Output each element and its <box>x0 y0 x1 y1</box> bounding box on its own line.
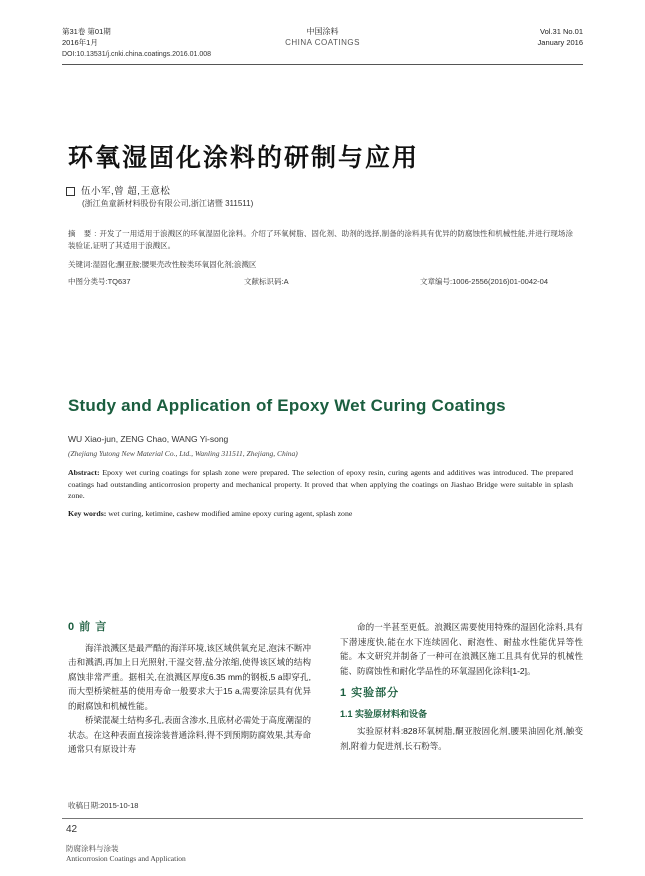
article-title-en: Study and Application of Epoxy Wet Curing Coatings <box>68 396 506 415</box>
clc-label: 中图分类号: <box>68 277 108 286</box>
abstract-en-text: Epoxy wet curing coatings for splash zone were prepared. The selection of epoxy resin, curing agents and additives was introduced. The prepared coatings had outstanding anticorrosion property and mechanical property. It proved that when applying the coatings on Jiashao Bridge were suitable in splash zone. <box>68 468 573 500</box>
square-bullet-icon <box>66 187 75 196</box>
footer-divider <box>62 818 583 819</box>
clc-group <box>68 276 131 287</box>
abstract-cn-text: 开发了一用适用于浪溅区的环氧湿固化涂料。介绍了环氧树脂、固化剂、助剂的选择,制备的涂料具有优异的防腐蚀性和机械性能,并进行现场涂装验证,证明了其适用于浪溅区。 <box>68 229 574 250</box>
keywords-cn-text: 湿固化;酮亚胺;腰果壳改性胺类环氧固化剂;浪溅区 <box>92 260 257 269</box>
keywords-cn-label: 关键词: <box>68 260 93 269</box>
authors-cn <box>66 183 170 197</box>
received-date <box>68 800 138 811</box>
authors-cn-text: 伍小军,曾 超,王意松 <box>81 186 171 197</box>
page-header <box>62 26 583 66</box>
keywords-en <box>68 508 573 520</box>
header-center <box>62 26 583 48</box>
header-volume-cn: 第31卷 第01期 <box>62 27 111 36</box>
authors-en: WU Xiao-jun, ZENG Chao, WANG Yi-song <box>68 434 229 444</box>
body-column-right <box>340 620 583 753</box>
footer-section-en: Anticorrosion Coatings and Application <box>66 854 186 863</box>
keywords-cn <box>68 259 573 271</box>
received-value: 2015-10-18 <box>100 801 139 810</box>
header-date-cn: 2016年1月 <box>62 38 98 47</box>
header-divider <box>62 64 583 65</box>
header-date-en: January 2016 <box>537 38 583 47</box>
section-heading-experimental: 1 实验部分 <box>340 687 400 699</box>
journal-name-cn: 中国涂料 <box>306 27 339 36</box>
section-heading-introduction: 0 前 言 <box>68 621 108 633</box>
articleid-value: 1006-2556(2016)01-0042-04 <box>452 277 549 286</box>
articleid-label: 文章编号: <box>420 277 453 286</box>
abstract-en <box>68 467 573 502</box>
abstract-cn <box>68 228 573 252</box>
keywords-en-text: wet curing, ketimine, cashew modified amine epoxy curing agent, splash zone <box>108 509 353 518</box>
doi-line: DOI:10.13531/j.cnki.china.coatings.2016.01.008 <box>62 51 212 58</box>
paragraph: 实验原材料:828环氧树脂,酮亚胺固化剂,腰果油固化剂,触变剂,附着力促进剂,长石粉等。 <box>340 726 583 751</box>
header-volume-en: Vol.31 No.01 <box>540 27 583 36</box>
body-column-left <box>68 620 311 757</box>
abstract-cn-label: 摘 要: <box>68 229 100 238</box>
doccode-value: A <box>283 277 289 286</box>
journal-name-en: CHINA COATINGS <box>285 38 360 47</box>
page-number: 42 <box>66 824 78 835</box>
footer-section-cn: 防腐涂料与涂装 <box>66 844 119 853</box>
doccode-label: 文献标识码: <box>244 277 284 286</box>
paragraph: 命的一半甚至更低。浪溅区需要使用特殊的湿固化涂料,具有下潜速度快,能在水下连续固化、耐泡性、耐盐水性能优异等性能。本文研究并制备了一种可在浪溅区施工且具有优异的机械性能、防腐蚀性和耐化学品性的环氧湿固化涂料[1-2]。 <box>340 622 583 676</box>
paragraph: 桥梁混凝土结构多孔,表面含渗水,且底材必需处于高度潮湿的状态。在这种表面直接涂装普通涂料,得不到预期防腐效果,其寿命通常只有原设计寿 <box>68 715 311 754</box>
articleid-group <box>420 276 548 287</box>
header-right <box>538 26 583 48</box>
affiliation-cn: (浙江鱼童新材料股份有限公司,浙江诸暨 311511) <box>82 199 254 208</box>
received-label: 收稿日期: <box>68 801 101 810</box>
paragraph: 海洋浪溅区是最严酷的海洋环境,该区域供氧充足,泡沫不断冲击和溅洒,再加上日光照射,干湿交替,盐分浓缩,使得该区域的结构腐蚀非常严重。据相关,在浪溅区厚度6.35 mm的钢板,5 a即穿孔,而大型桥梁桩基的使用寿命一般要求大于15 a,需要涂层具有优异的耐腐蚀和机械性能。 <box>68 642 311 711</box>
affiliation-en: (Zhejiang Yutong New Material Co., Ltd., Wanling 311511, Zhejiang, China) <box>68 449 298 458</box>
clc-value: TQ637 <box>107 277 131 286</box>
subsection-heading-materials: 1.1 实验原材料和设备 <box>340 708 428 719</box>
doccode-group <box>244 276 289 287</box>
article-title-cn: 环氧湿固化涂料的研制与应用 <box>68 144 420 172</box>
abstract-en-label: Abstract: <box>68 468 100 477</box>
keywords-en-label: Key words: <box>68 509 107 518</box>
